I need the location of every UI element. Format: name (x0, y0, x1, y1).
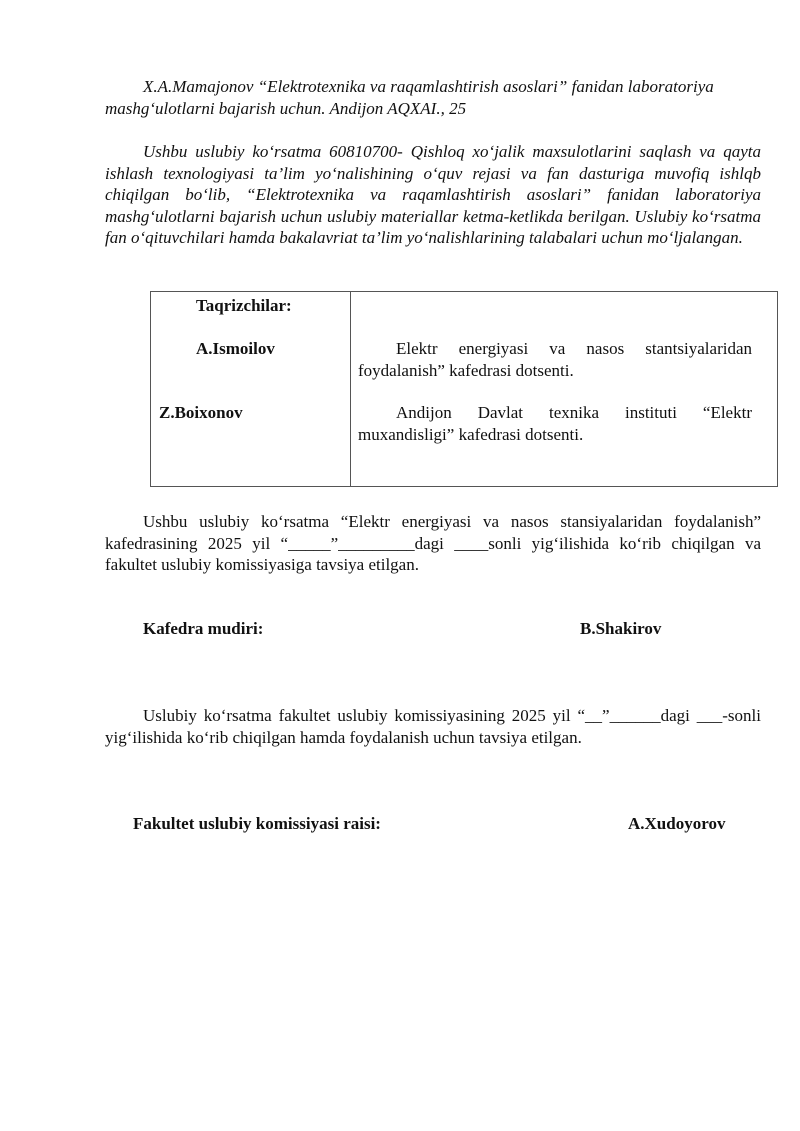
department-approval-paragraph: Ushbu uslubiy ko‘rsatma “Elektr energiyasi va nasos stansiyalaridan foydalanish” kafedrasining 2025 yil “_____”_________dagi ____sonli yig‘ilishida ko‘rib chiqilgan va fakultet uslubiy komissiyasiga tavsiya etilgan. (105, 512, 761, 574)
department-head-label: Kafedra mudiri: (143, 619, 264, 638)
reviewer-name: Z.Boixonov (159, 403, 243, 422)
table-column-divider (350, 292, 351, 486)
annotation-paragraph: Ushbu uslubiy ko‘rsatma 60810700- Qishloq xo‘jalik maxsulotlarini saqlash va qayta ishlash texnologiyasi ta’lim yo‘nalishining o‘quv rejasi va fan dasturiga muvofiq ishlqb chiqilgan bo‘lib, “Elektrotexnika va raqamlashtirish asoslari” fanidan laboratoriya mashg‘ulotlarni bajarish uchun uslubiy materiallar ketma-ketlikda berilgan. Uslubiy ko‘rsatma fan o‘qituvchilari hamda bakalavriat ta’lim yo‘nalishlarining talabalari uchun mo‘ljalangan. (105, 142, 761, 247)
reviewer-position: Elektr energiyasi va nasos stantsiyalaridan foydalanish” kafedrasi dotsenti. (358, 339, 752, 380)
reviewers-table (150, 291, 778, 487)
department-head-name: B.Shakirov (580, 619, 662, 638)
reviewer-position: Andijon Davlat texnika instituti “Elektr muxandisligi” kafedrasi dotsenti. (358, 403, 752, 444)
faculty-chair-label: Fakultet uslubiy komissiyasi raisi: (133, 814, 381, 833)
faculty-chair-name: A.Xudoyorov (628, 814, 726, 833)
citation-paragraph: X.A.Mamajonov “Elektrotexnika va raqamlashtirish asoslari” fanidan laboratoriya mashg‘ulotlarni bajarish uchun. Andijon AQXAI., 25 (105, 77, 714, 118)
reviewers-heading: Taqrizchilar: (196, 296, 292, 315)
faculty-approval-paragraph: Uslubiy ko‘rsatma fakultet uslubiy komissiyasining 2025 yil “__”______dagi ___-sonli yig‘ilishida ko‘rib chiqilgan hamda foydalanish uchun tavsiya etilgan. (105, 706, 761, 747)
reviewer-name: A.Ismoilov (196, 339, 275, 358)
